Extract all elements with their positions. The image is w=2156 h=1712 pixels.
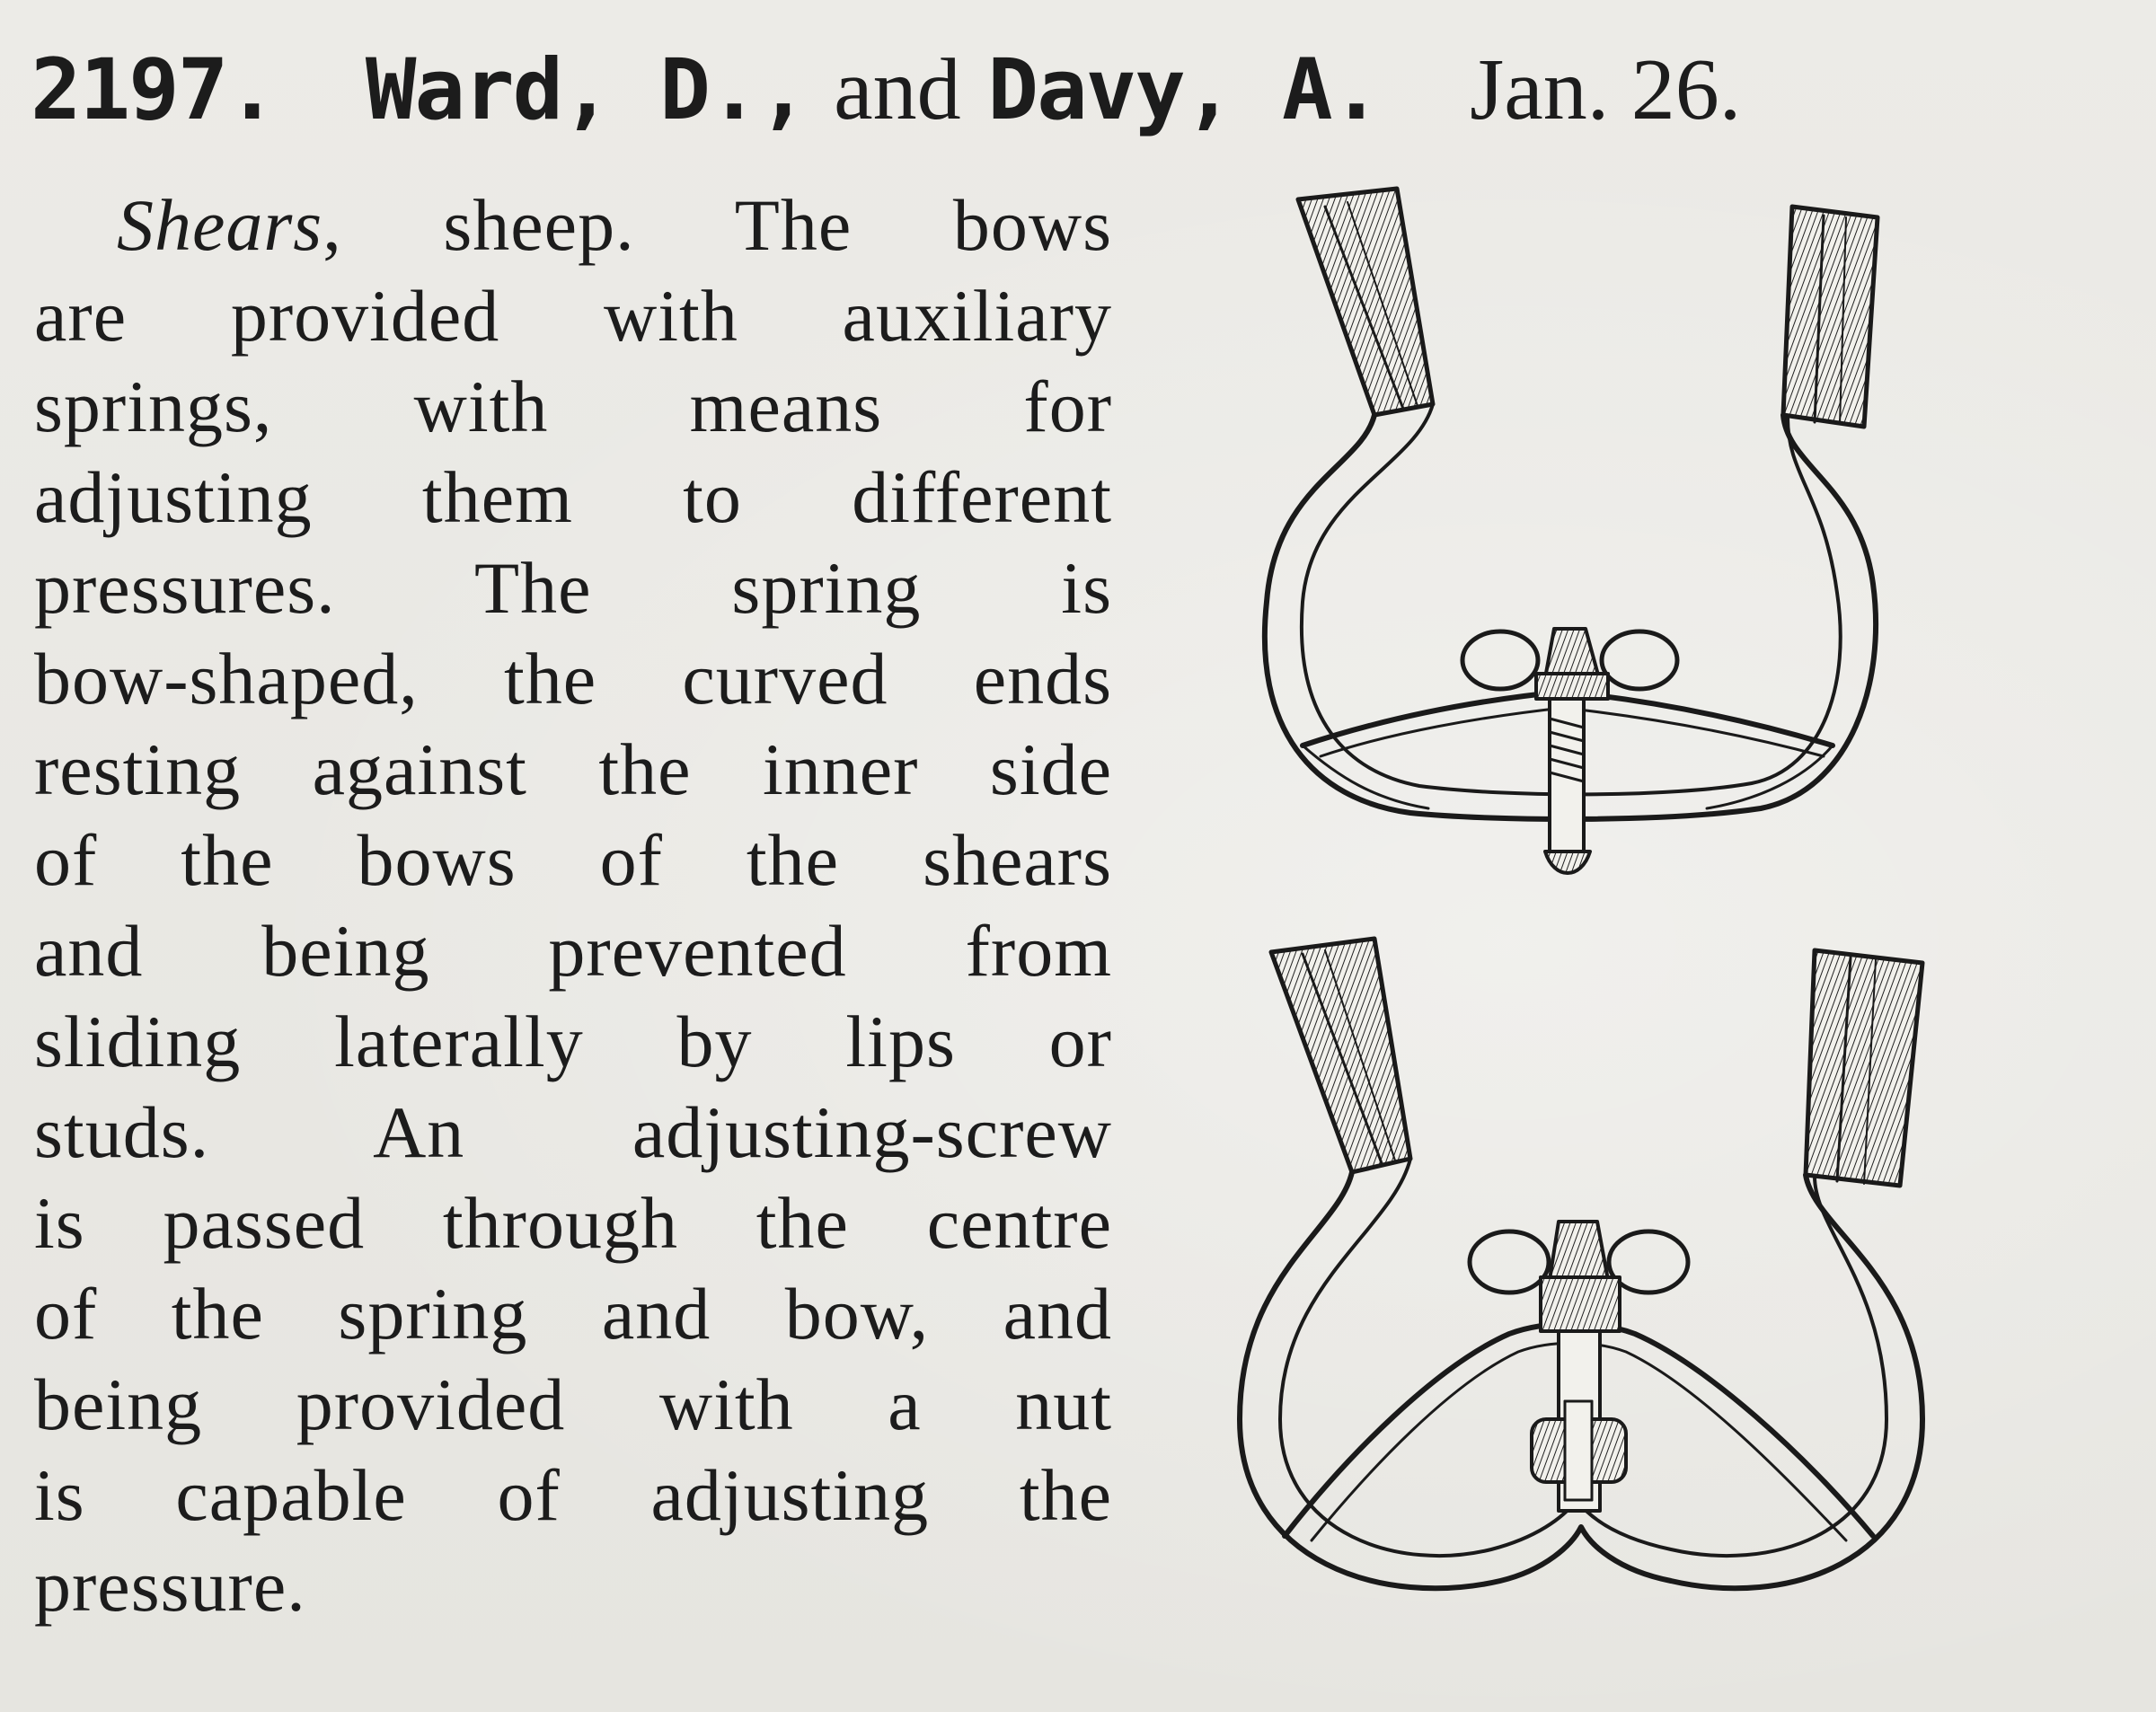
description-line: of the spring and bow, and (34, 1273, 1112, 1355)
shears-illustrations (1204, 180, 2012, 1653)
description-line: sliding laterally by lips or (34, 1001, 1112, 1082)
description-line: adjusting them to different (34, 456, 1112, 538)
description-line: is passed through the centre (34, 1182, 1112, 1264)
description-line: resting against the inner side (34, 728, 1112, 810)
description-line: of the bows of the shears (34, 819, 1112, 901)
entry-date: Jan. 26. (1470, 41, 1742, 138)
entry-number: 2197. (31, 41, 276, 139)
subject-italic: Shears (117, 184, 323, 266)
entry-header (31, 36, 1741, 144)
inventor-name-1: Ward, D., (365, 41, 808, 139)
inventor-name-2: Davy, A. (987, 41, 1381, 139)
conjunction: and (834, 41, 961, 138)
description-line: being provided with a nut (34, 1363, 1112, 1445)
shears-spring-figure-top (1265, 189, 1878, 873)
description-line: pressure. (34, 1545, 306, 1627)
description-paragraph (34, 180, 1112, 1631)
shears-spring-figure-bottom (1240, 939, 1922, 1588)
description-line: and being prevented from (34, 910, 1112, 992)
description-line: are provided with auxiliary (34, 275, 1112, 357)
description-line: is capable of adjusting the (34, 1454, 1112, 1536)
description-line: pressures. The spring is (34, 547, 1112, 629)
description-line: bow-shaped, the curved ends (34, 638, 1112, 719)
description-line: studs. An adjusting-screw (34, 1091, 1112, 1173)
description-line: springs, with means for (34, 366, 1112, 447)
description-line: Shears, sheep. The bows (117, 184, 1112, 266)
